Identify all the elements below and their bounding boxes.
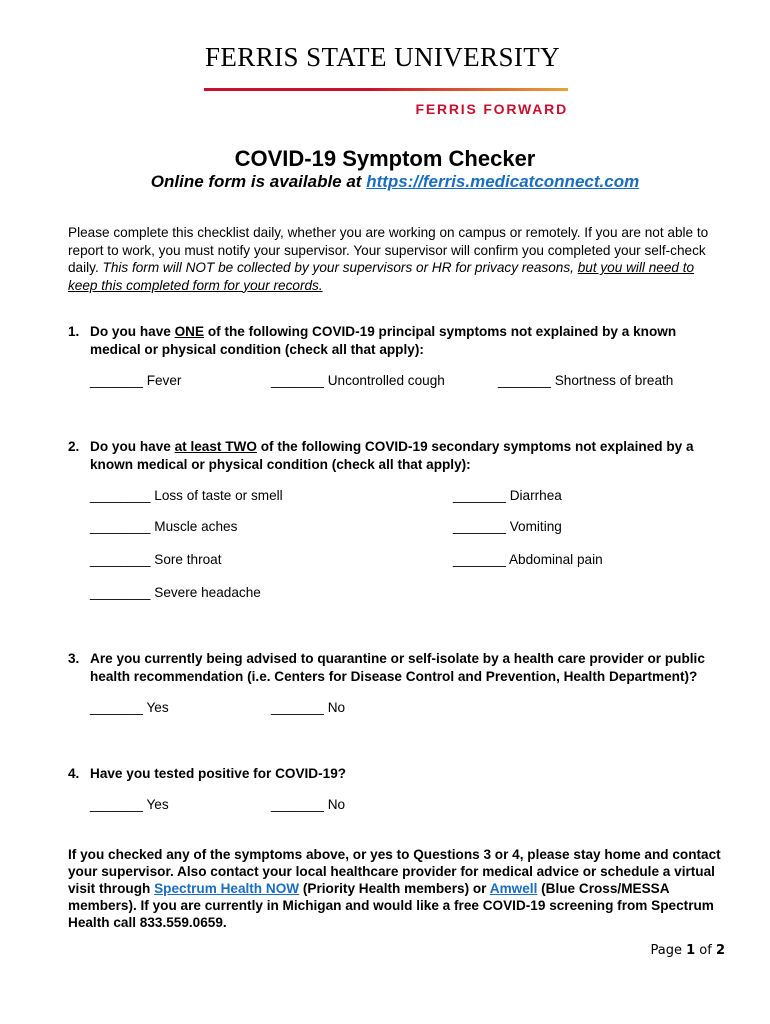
page-number: Page 1 of 2 (650, 943, 725, 958)
checkbox-line-uncontrolled-cough[interactable]: _______ Uncontrolled cough (271, 373, 445, 388)
form-link[interactable]: https://ferris.medicatconnect.com (366, 172, 640, 191)
intro-italic: This form will NOT be collected by your supervisors or HR for privacy reasons, (102, 260, 574, 275)
question-text: Are you currently being advised to quarantine or self-isolate by a health care provider or public health recommendation (i.e. Centers for Disease Control and Prevention, Health Department)? (90, 651, 705, 684)
checkbox-line-muscle-aches[interactable]: ________ Muscle aches (90, 519, 238, 534)
instructions-paragraph: If you checked any of the symptoms above, or yes to Questions 3 or 4, please stay home and contact your supervisor. Also contact your local healthcare provider for medical advice or schedule a virtual visit through Spectrum Health NOW (Priority Health members) or Amwell (Blue Cross/MESSA members). If you are currently in Michigan and would like a free COVID-19 screening from Spectrum Health call 833.559.0659. (68, 847, 721, 930)
question-text: Do you have ONE of the following COVID-19 principal symptoms not explained by a known medical or physical condition (check all that apply): (90, 324, 677, 357)
logo-divider (204, 88, 568, 91)
question-number: 4. (68, 766, 80, 781)
page-title: COVID-19 Symptom Checker (234, 146, 536, 171)
question-1 (68, 323, 728, 358)
checkbox-line-severe-headache[interactable]: ________ Severe headache (90, 585, 261, 600)
question-text: Do you have at least TWO of the following COVID-19 secondary symptoms not explained by a known medical or physical condition (check all that apply): (90, 439, 694, 472)
subtitle-prefix: Online form is available at (150, 172, 367, 191)
spectrum-health-now-link[interactable]: Spectrum Health NOW (154, 881, 300, 896)
question-number: 1. (68, 324, 80, 339)
question-3 (68, 650, 728, 685)
intro-plain: Please complete this checklist daily, whether you are working on campus or remotely. If you are not able to report to work, you must notify your supervisor. Your supervisor will confirm you completed your self-check daily. (68, 225, 709, 275)
checkbox-line-fever[interactable]: _______ Fever (90, 373, 182, 388)
checkbox-line-shortness-of-breath[interactable]: _______ Shortness of breath (498, 373, 674, 388)
checkbox-line-q4-yes[interactable]: _______ Yes (90, 797, 169, 812)
page-subtitle (0, 172, 770, 192)
checkbox-line-q3-yes[interactable]: _______ Yes (90, 700, 169, 715)
logo-tagline: FERRIS FORWARD (415, 101, 568, 117)
question-number: 2. (68, 439, 80, 454)
checkbox-line-vomiting[interactable]: _______ Vomiting (453, 519, 562, 534)
university-logo-text: FERRIS STATE UNIVERSITY (205, 42, 561, 72)
question-text: Have you tested positive for COVID-19? (90, 766, 347, 781)
checkbox-line-q3-no[interactable]: _______ No (271, 700, 346, 715)
checkbox-line-loss-of-taste[interactable]: ________ Loss of taste or smell (90, 488, 283, 503)
question-2 (68, 438, 728, 473)
checkbox-line-sore-throat[interactable]: ________ Sore throat (90, 552, 222, 567)
checkbox-line-q4-no[interactable]: _______ No (271, 797, 346, 812)
intro-paragraph (68, 224, 718, 294)
checkbox-line-diarrhea[interactable]: _______ Diarrhea (453, 488, 562, 503)
question-4 (68, 765, 728, 783)
question-number: 3. (68, 651, 80, 666)
intro-italic-underline: but you will need to keep this completed form for your records. (68, 260, 695, 293)
checkbox-line-abdominal-pain[interactable]: _______ Abdominal pain (453, 552, 603, 567)
amwell-link[interactable]: Amwell (489, 881, 538, 896)
